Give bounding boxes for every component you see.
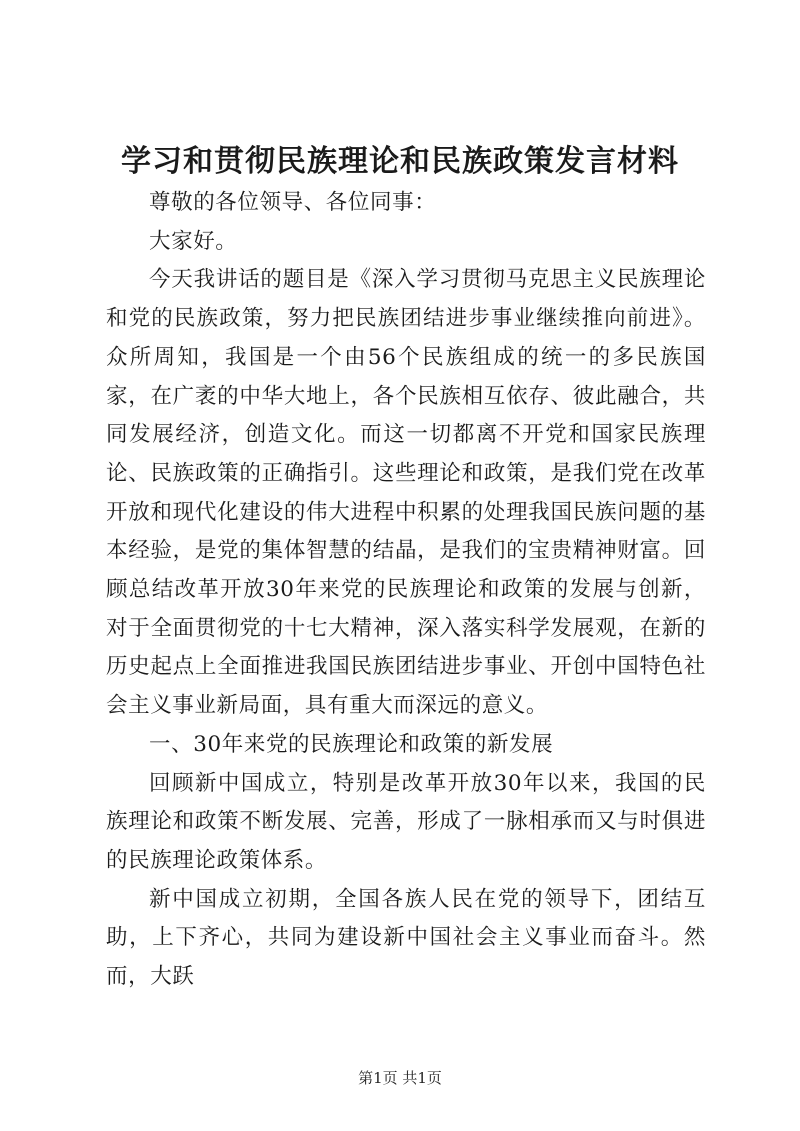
page-footer: 第1页 共1页 bbox=[358, 1069, 442, 1087]
document-body bbox=[106, 184, 706, 997]
body-paragraph: 回顾新中国成立，特别是改革开放30年以来，我国的民族理论和政策不断发展、完善，形成了一脉相承而又与时俱进的民族理论政策体系。 bbox=[106, 770, 706, 873]
greeting: 大家好。 bbox=[149, 228, 238, 254]
document-title: 学习和贯彻民族理论和民族政策发言材料 bbox=[121, 144, 679, 179]
body-paragraph: 新中国成立初期，全国各族人民在党的领导下，团结互助，上下齐心，共同为建设新中国社会主义事业而奋斗。然而，大跃 bbox=[106, 886, 706, 990]
salutation: 尊敬的各位领导、各位同事： bbox=[149, 190, 437, 215]
intro-paragraph: 今天我讲话的题目是《深入学习贯彻马克思主义民族理论和党的民族政策，努力把民族团结进步事业继续推向前进》。众所周知，我国是一个由56个民族组成的统一的多民族国家，在广袤的中华大地上，各个民族相互依存、彼此融合，共同发展经济，创造文化。而这一切都离不开党和国家民族理论、民族政策的正确指引。这些理论和政策，是我们党在改革开放和现代化建设的伟大进程中积累的处理我国民族问题的基本经验，是党的集体智慧的结晶，是我们的宝贵精神财富。回顾总结改革开放30年来党的民族理论和政策的发展与创新，对于全面贯彻党的十七大精神，深入落实科学发展观，在新的历史起点上全面推进我国民族团结进步事业、开创中国特色社会主义事业新局面，具有重大而深远的意义。 bbox=[106, 267, 706, 719]
section-heading: 一、30年来党的民族理论和政策的新发展 bbox=[149, 731, 554, 757]
